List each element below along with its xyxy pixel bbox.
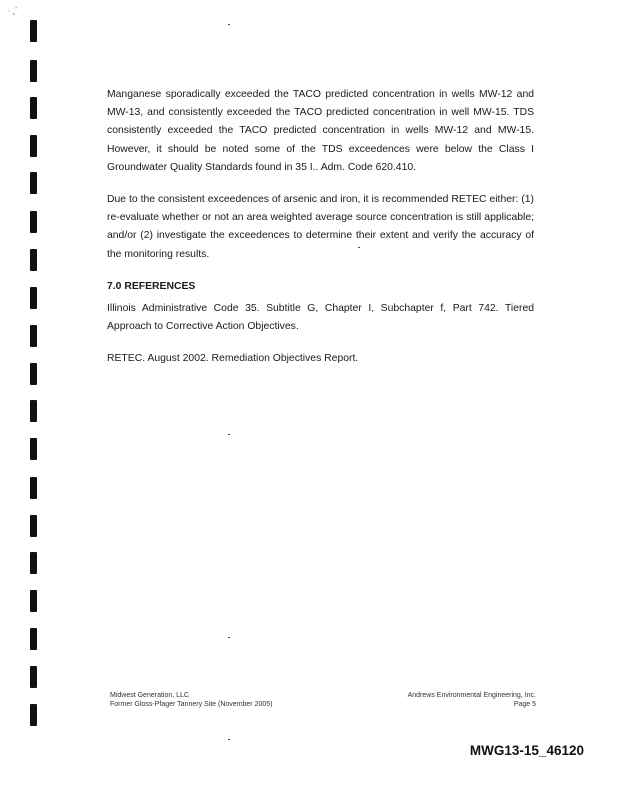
scan-speck bbox=[228, 24, 230, 25]
references-heading: 7.0 REFERENCES bbox=[107, 280, 196, 292]
reference-item: RETEC. August 2002. Remediation Objectives Report. bbox=[107, 353, 359, 365]
footer-right bbox=[408, 691, 536, 709]
paragraph-manganese-tds: Manganese sporadically exceeded the TACO predicted concentration in wells MW-12 and MW-13, and consistently exceeded the TACO predicted concentration in well MW-15. TDS consistently exceeded the TACO predicted concentration in wells MW-12 and MW-15. However, it should be noted some of the TDS exceedences were below the Class I Groundwater Quality Standards found in 35 I.. Adm. Code 620.410. bbox=[107, 89, 534, 173]
footer-left bbox=[110, 691, 273, 709]
binder-mark bbox=[30, 325, 37, 347]
bates-number: MWG13-15_46120 bbox=[469, 743, 584, 758]
binder-mark bbox=[30, 211, 37, 233]
binder-mark bbox=[30, 477, 37, 499]
footer-site: Former Gloss-Pfager Tannery Site (November 2005) bbox=[110, 701, 273, 708]
corner-scan-artifact: ∙ ¸’ bbox=[8, 6, 17, 15]
reference-item: Illinois Administrative Code 35. Subtitle G, Chapter I, Subchapter f, Part 742. Tiered Approach to Corrective Action Objectives. bbox=[107, 303, 534, 333]
binder-mark bbox=[30, 249, 37, 271]
scan-speck bbox=[228, 434, 230, 435]
footer-consultant: Andrews Environmental Engineering, Inc. bbox=[407, 692, 536, 699]
binder-mark bbox=[30, 287, 37, 309]
binder-mark bbox=[30, 438, 37, 460]
binder-mark bbox=[30, 172, 37, 194]
binder-mark bbox=[30, 552, 37, 574]
paragraph-recommendation: Due to the consistent exceedences of arsenic and iron, it is recommended RETEC either: (1) re-evaluate whether or not an area weighted average source concentration is still applicable; and/or (2) investigate the exceedences to determine their extent and verify the accuracy of the monitoring results. bbox=[107, 194, 534, 260]
binder-mark bbox=[30, 97, 37, 119]
footer-page-number: Page 5 bbox=[513, 701, 536, 708]
document-body bbox=[107, 86, 534, 383]
binder-mark bbox=[30, 60, 37, 82]
binder-mark bbox=[30, 400, 37, 422]
scan-speck bbox=[228, 637, 230, 638]
binder-mark bbox=[30, 628, 37, 650]
binder-mark bbox=[30, 515, 37, 537]
binder-mark bbox=[30, 20, 37, 42]
footer-company: Midwest Generation, LLC bbox=[110, 692, 189, 699]
binder-mark bbox=[30, 704, 37, 726]
scan-speck bbox=[228, 739, 230, 740]
binder-mark bbox=[30, 135, 37, 157]
binder-mark bbox=[30, 666, 37, 688]
binder-mark bbox=[30, 363, 37, 385]
binder-mark bbox=[30, 590, 37, 612]
